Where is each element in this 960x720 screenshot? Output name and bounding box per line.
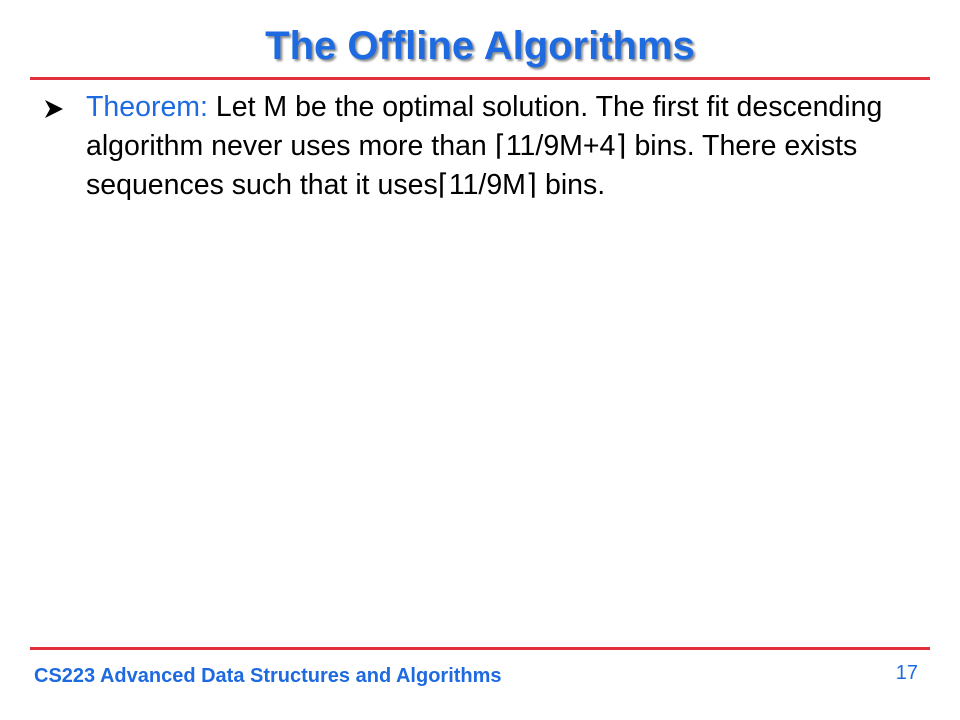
theorem-text: Let M be the optimal solution. The first fit descending algorithm never uses more than ⌈11/9M+4⌉ bins. There exists sequences such that it uses⌈11/9M⌉ bins. (86, 91, 883, 201)
title-divider (30, 77, 930, 80)
slide-title: The Offline Algorithms (265, 24, 695, 68)
page-number: 17 (895, 662, 918, 684)
slide-content (40, 88, 900, 205)
footer-course-title: CS223 Advanced Data Structures and Algorithms (34, 665, 502, 687)
arrowhead-bullet-icon (40, 88, 70, 127)
theorem-label: Theorem: (86, 91, 208, 123)
bullet-item (40, 88, 900, 205)
footer-divider (30, 647, 930, 650)
